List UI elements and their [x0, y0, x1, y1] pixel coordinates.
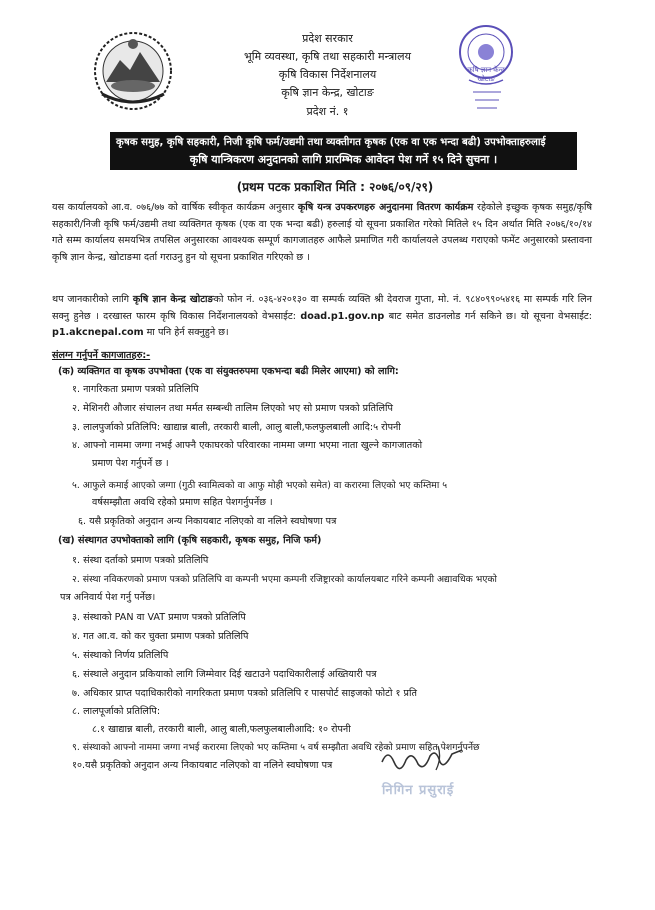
signature-icon [378, 742, 468, 778]
section-a-item: ६. यसै प्रकृतिको अनुदान अन्य निकायबाट नलिएको वा नलिने स्वघोषणा पत्र [78, 516, 337, 527]
para2-text-c: को फोन नं. ०३६-४२०१३० वा सम्पर्क व्यक्ति श्री देवराज गुप्ता, मो. नं. ९८४०९९०५४१६ मा सम्पर्क गरि लिन सक्नु हुनेछ । दरखास्त फारम कृषि विकास निर्देशनालयको वेभसाईट: [52, 294, 592, 322]
website-doad[interactable]: doad.p1.gov.np [300, 310, 385, 322]
para2-text-g: मा पनि हेर्न सक्नुहुने छ। [143, 327, 229, 338]
section-a-title: (क) व्यक्तिगत वा कृषक उपभोक्ता (एक वा संयुक्तरुपमा एकभन्दा बढी मिलेर आएमा) को लागि: [58, 366, 399, 377]
header-line-2: भूमि व्यवस्था, कृषि तथा सहकारी मन्त्रालय [244, 50, 411, 63]
para2-text-a: थप जानकारीको लागि [52, 294, 133, 305]
section-b-item: ८. लालपूर्जाको प्रतिलिपि: [72, 706, 161, 717]
banner-line-1: कृषक समुह, कृषि सहकारी, निजी कृषि फर्म/उद्यमी तथा व्यक्तीगत कृषक (एक वा एक भन्दा बढी) उपभोक्ताहरुलाई [116, 137, 546, 148]
publication-date: (प्रथम पटक प्रकाशित मिति : २०७६/०९/२९) [236, 180, 434, 194]
nepal-emblem-icon [92, 30, 174, 112]
seal-text: कृषि ज्ञान केन्द्र खोटाङ [467, 66, 505, 83]
intro-paragraph [52, 200, 592, 266]
signature-stamp: निगिन प्रसुराई [382, 783, 455, 798]
header-line-3: कृषि विकास निर्देशनालय [278, 68, 377, 81]
section-b-item: १०.यसै प्रकृतिको अनुदान अन्य निकायबाट नलिएको वा नलिने स्वघोषणा पत्र [72, 760, 333, 771]
section-b-item: १. संस्था दर्ताको प्रमाण पत्रको प्रतिलिपि [72, 555, 209, 566]
header-line-5: प्रदेश नं. १ [306, 105, 349, 118]
program-name: कृषि यन्त्र उपकरणहरु अनुदानमा वितरण कार्यक्रम [297, 202, 474, 213]
para1-text-c: रहेकोले इच्छुक कृषक समुह/कृषि सहकारी/निजी कृषि फर्म/उद्यमी तथा व्यक्तिगत कृषक (एक वा एक भन्दा बढी) हरुलाई यो सूचना प्रकाशित गरेको मितिले १५ दिन अर्थात मिति २०७६/१०/१४ गते सम्म कार्यालय समयभित्र तपसिल अनुसारका आवश्यक सम्पूर्ण कागजातहरु आफैले प्रमाणित गरी कार्यालयले उपलब्ध गराएको फमेंट अनुसारको प्रस्तावना कृषि ज्ञान केन्द्र, खोटाङमा दर्ता गराउनु हुन यो सूचना प्रकाशित गरिएको छ । [52, 202, 593, 263]
section-a-item-cont: वर्षसम्झौता अवधि रहेको प्रमाण सहित पेशगर्नुपर्नेछ । [92, 497, 273, 508]
header-line-1: प्रदेश सरकार [302, 32, 353, 45]
website-akc[interactable]: p1.akcnepal.com [52, 327, 144, 338]
section-b-item: ६. संस्थाले अनुदान प्रकियाको लागि जिम्मेवार दिई खटाउने पदाधिकारीलाई अख्तियारी पत्र [72, 669, 377, 680]
section-b-title: (ख) संस्थागत उपभोक्ताको लागि (कृषि सहकारी, कृषक समुह, निजि फर्म) [58, 535, 322, 546]
office-name: कृषि ज्ञान केन्द्र खोटाङ [132, 294, 214, 305]
section-b-item: २. संस्था नविकरणको प्रमाण पत्रको प्रतिलिपि वा कम्पनी भएमा कम्पनी रजिष्ट्रारको कार्यालयबाट गरिने कम्पनी अद्यावधिक भएको [72, 574, 497, 585]
banner-line-2: कृषि यान्त्रिकरण अनुदानको लागि प्रारम्भिक आवेदन पेश गर्ने १५ दिने सुचना । [189, 153, 498, 166]
section-a-item: ३. लालपुर्जाको प्रतिलिपि: खाद्यान्न बाली, तरकारी बाली, आलु बाली,फलफुलबाली आदि:५ रोपनी [72, 422, 401, 433]
section-a-item: १. नागरिकता प्रमाण पत्रको प्रतिलिपि [72, 384, 199, 395]
section-b-item: ७. अधिकार प्राप्त पदाधिकारीको नागरिकता प्रमाण पत्रको प्रतिलिपि र पासपोर्ट साइजको फोटो १ प्रति [72, 688, 417, 699]
section-b-item: ९. संस्थाको आफ्नो नाममा जग्गा नभई करारमा लिएको भए कम्तिमा ५ वर्ष सम्झौता अवधि रहेको प्रमाण सहित पेशगर्नुपर्नेछ [72, 742, 480, 753]
section-b-item: ५. संस्थाको निर्णय प्रतिलिपि [72, 650, 169, 661]
para1-text-a: यस कार्यालयको आ.व. ०७६/७७ को वार्षिक स्वीकृत कार्यक्रम अनुसार [52, 202, 298, 213]
section-b-subitem: ८.१ खाद्यान्न बाली, तरकारी बाली, आलु बाली,फलफुलबालीआदि: १० रोपनी [92, 724, 351, 735]
section-a-item: ५. आफुले कमाई आएको जग्गा (गुठी स्वामित्वको वा आफु मोही भएको समेत) वा करारमा लिएको भए कम्तिमा ५ [72, 480, 448, 491]
section-a-item: २. मेशिनरी औजार संचालन तथा मर्मत सम्बन्धी तालिम लिएको भए सो प्रमाण पत्रको प्रतिलिपि [72, 403, 393, 414]
section-b-item: ३. संस्थाको PAN वा VAT प्रमाण पत्रको प्रतिलिपि [72, 612, 246, 623]
para2-text-e: बाट समेत डाउनलोड गर्न सकिने छ। यो सूचना वेभसाईट: [384, 310, 592, 322]
section-b-item: ४. गत आ.व. को कर चुक्ता प्रमाण पत्रको प्रतिलिपि [72, 631, 249, 642]
section-a-item: ४. आफ्नो नाममा जग्गा नभई आफ्नै एकाघरको परिवारका नाममा जग्गा भएमा नाता खुल्ने कागजातको [72, 440, 423, 451]
docs-heading: संलग्न गर्नुपर्ने कागजातहरु:- [52, 350, 151, 361]
section-a-item-cont: प्रमाण पेश गर्नुपर्ने छ । [92, 458, 169, 469]
contact-paragraph [52, 292, 592, 342]
notice-banner [110, 132, 577, 170]
section-b-item-cont: पत्र अनिवार्य पेश गर्नु पर्नेछ। [60, 592, 156, 603]
header-line-4: कृषि ज्ञान केन्द्र, खोटाङ [281, 86, 374, 99]
